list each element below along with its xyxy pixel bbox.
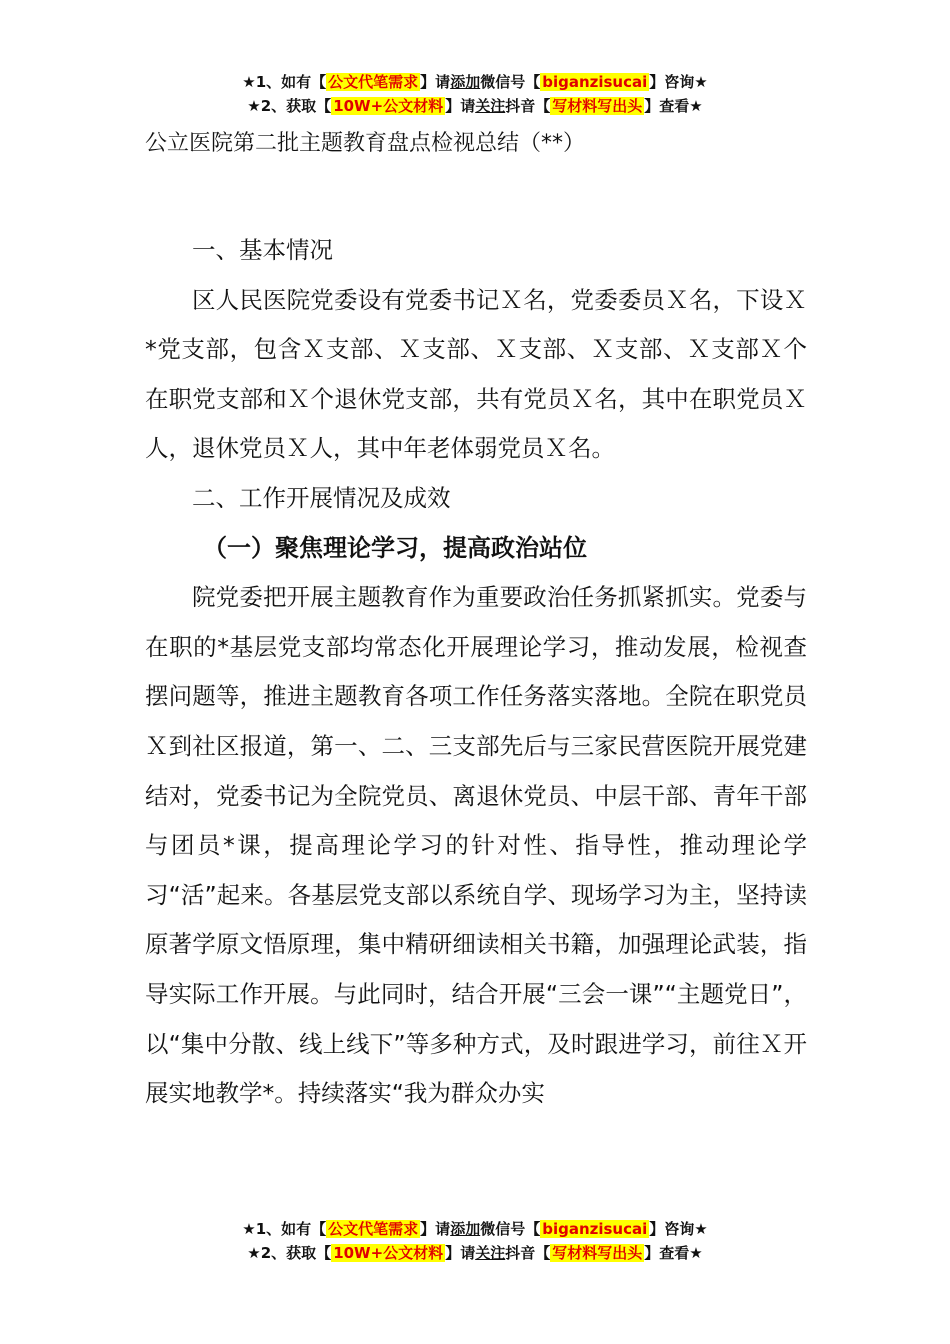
banner-line-1 [0, 70, 950, 94]
banner-text: 】咨询★ [649, 73, 708, 91]
banner-text: 】请 [420, 73, 451, 91]
banner-text: ★1、如有【 [242, 73, 327, 91]
banner-underline: 关注 [475, 1244, 506, 1262]
banner-line-1 [0, 1217, 950, 1241]
banner-highlight: biganzisucai [542, 73, 648, 91]
paragraph-basic-situation: 区人民医院党委设有党委书记Ｘ名，党委委员Ｘ名，下设Ｘ*党支部，包含Ｘ支部、Ｘ支部、Ｘ支部、Ｘ支部、Ｘ支部Ｘ个在职党支部和Ｘ个退休党支部，共有党员Ｘ名，其中在职党员Ｘ人，退休党员Ｘ人，其中年老体弱党员Ｘ名。 [145, 285, 807, 463]
subsection-heading-theory: （一）聚焦理论学习，提高政治站位 [203, 533, 587, 562]
banner-text: 】请 [445, 1244, 476, 1262]
paragraph-theory-study: 院党委把开展主题教育作为重要政治任务抓紧抓实。党委与在职的*基层党支部均常态化开展理论学习，推动发展，检视查摆问题等，推进主题教育各项工作任务落实落地。全院在职党员Ｘ到社区报道，第一、二、三支部先后与三家民营医院开展党建结对，党委书记为全院党员、离退休党员、中层干部、青年干部与团员*课，提高理论学习的针对性、指导性，推动理论学习“活”起来。各基层党支部以系统自学、现场学习为主，坚持读原著学原文悟原理，集中精研细读相关书籍，加强理论武装，指导实际工作开展。与此同时，结合开展“三会一课”“主题党日”，以“集中分散、线上线下”等多种方式，及时跟进学习，前往Ｘ开展实地教学*。持续落实“我为群众办实 [145, 583, 807, 1108]
banner-line-2 [0, 1241, 950, 1265]
banner-highlight: 公文代笔需求 [328, 1220, 419, 1238]
document-title: 公立医院第二批主题教育盘点检视总结（**） [145, 131, 586, 156]
section-heading-work: 二、工作开展情况及成效 [192, 483, 451, 512]
banner-text: 微信号【 [480, 1220, 541, 1238]
bottom-banner [0, 1217, 950, 1265]
banner-highlight: 10W+公文材料 [333, 1244, 444, 1262]
spacer [145, 164, 807, 226]
banner-text: 】请 [445, 97, 476, 115]
top-banner [0, 70, 950, 118]
banner-text: ★2、获取【 [247, 97, 332, 115]
banner-line-2 [0, 94, 950, 118]
document-body [145, 124, 807, 1119]
banner-text: 抖音【 [505, 97, 551, 115]
banner-highlight: 写材料写出头 [552, 97, 643, 115]
banner-highlight: 10W+公文材料 [333, 97, 444, 115]
banner-text: ★2、获取【 [247, 1244, 332, 1262]
section-heading-basic: 一、基本情况 [192, 236, 333, 264]
banner-highlight: 写材料写出头 [552, 1244, 643, 1262]
banner-highlight: 公文代笔需求 [328, 73, 419, 91]
banner-underline: 添加 [450, 1220, 481, 1238]
banner-text: 微信号【 [480, 73, 541, 91]
banner-text: 】查看★ [644, 1244, 703, 1262]
banner-underline: 添加 [450, 73, 481, 91]
banner-underline: 关注 [475, 97, 506, 115]
banner-text: 】咨询★ [649, 1220, 708, 1238]
banner-text: 】请 [420, 1220, 451, 1238]
banner-text: ★1、如有【 [242, 1220, 327, 1238]
banner-highlight: biganzisucai [542, 1220, 648, 1238]
banner-text: 抖音【 [505, 1244, 551, 1262]
banner-text: 】查看★ [644, 97, 703, 115]
